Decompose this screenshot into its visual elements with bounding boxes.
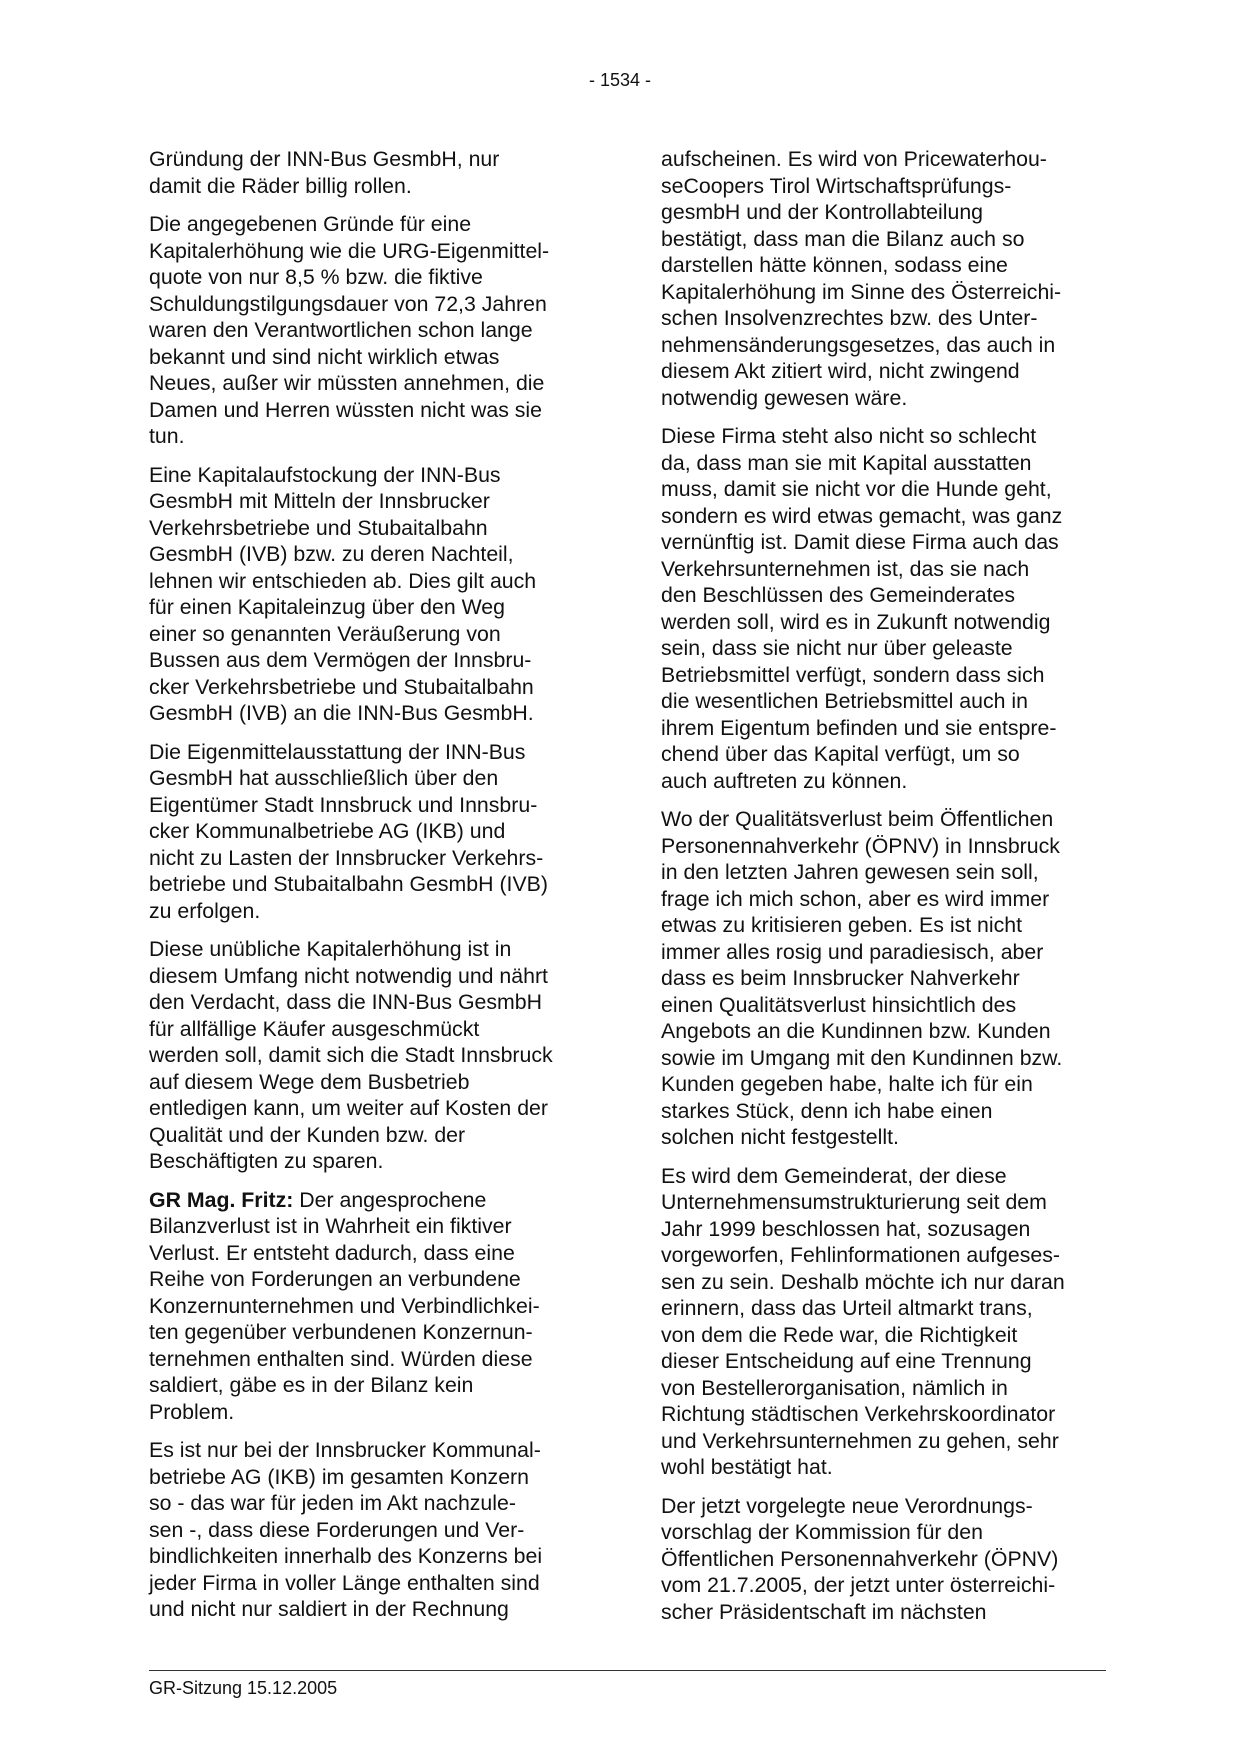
paragraph <box>149 1437 594 1623</box>
text-line: vom 21.7.2005, der jetzt unter österreichi- <box>661 1573 1056 1597</box>
text-line: ten gegenüber verbundenen Konzernun- <box>149 1320 533 1344</box>
text-line: GesmbH (IVB) an die INN-Bus GesmbH. <box>149 701 534 725</box>
paragraph <box>149 146 594 199</box>
text-line: cker Kommunalbetriebe AG (IKB) und <box>149 819 506 843</box>
text-line: erinnern, dass das Urteil altmarkt trans, <box>661 1296 1033 1320</box>
text-line: Verkehrsunternehmen ist, das sie nach <box>661 556 1030 581</box>
text-line: und Verkehrsunternehmen zu gehen, sehr <box>661 1428 1059 1453</box>
text-line: Eigentümer Stadt Innsbruck und Innsbru- <box>149 792 538 817</box>
paragraph <box>661 1493 1106 1626</box>
text-line: entledigen kann, um weiter auf Kosten der <box>149 1096 548 1120</box>
text-line: betriebe und Stubaitalbahn GesmbH (IVB) <box>149 872 548 896</box>
text-line: Wo der Qualitätsverlust beim Öffentlichen <box>661 807 1054 831</box>
paragraph <box>149 739 594 925</box>
text-line: Die angegebenen Gründe für eine <box>149 212 472 236</box>
text-line: darstellen hätte können, sodass eine <box>661 253 1008 277</box>
text-line: werden soll, damit sich die Stadt Innsbruck <box>149 1043 553 1067</box>
text-line: werden soll, wird es in Zukunft notwendig <box>661 609 1051 634</box>
text-line: nicht zu Lasten der Innsbrucker Verkehrs- <box>149 845 544 870</box>
text-line: sen -, dass diese Forderungen und Ver- <box>149 1517 525 1542</box>
paragraph <box>661 146 1106 411</box>
text-line: bindlichkeiten innerhalb des Konzerns bei <box>149 1544 543 1568</box>
text-line: auch auftreten zu können. <box>661 768 908 793</box>
text-line: quote von nur 8,5 % bzw. die fiktive <box>149 265 483 289</box>
text-line: waren den Verantwortlichen schon lange <box>149 318 533 342</box>
text-line: bekannt und sind nicht wirklich etwas <box>149 344 500 369</box>
text-line: chend über das Kapital verfügt, um so <box>661 742 1020 766</box>
text-line: bestätigt, dass man die Bilanz auch so <box>661 226 1025 251</box>
text-line: starkes Stück, denn ich habe einen <box>661 1098 993 1123</box>
text-line: Es wird dem Gemeinderat, der diese <box>661 1163 1007 1188</box>
text-line: GesmbH mit Mitteln der Innsbrucker <box>149 489 490 513</box>
text-line: den Beschlüssen des Gemeinderates <box>661 583 1015 607</box>
text-line: Diese Firma steht also nicht so schlecht <box>661 424 1037 448</box>
text-line: von Bestellerorganisation, nämlich in <box>661 1375 1008 1400</box>
text-line: Der angesprochene <box>293 1187 487 1212</box>
text-line: Unternehmensumstrukturierung seit dem <box>661 1190 1047 1214</box>
paragraph <box>149 936 594 1175</box>
text-line: tun. <box>149 424 185 448</box>
text-line: damit die Räder billig rollen. <box>149 173 412 198</box>
text-line: notwendig gewesen wäre. <box>661 385 908 410</box>
text-line: Verlust. Er entsteht dadurch, dass eine <box>149 1240 515 1265</box>
text-line: sen zu sein. Deshalb möchte ich nur daran <box>661 1269 1065 1294</box>
text-line: muss, damit sie nicht vor die Hunde geht, <box>661 477 1052 501</box>
text-line: Betriebsmittel verfügt, sondern dass sich <box>661 662 1045 687</box>
text-line: Kunden gegeben habe, halte ich für ein <box>661 1072 1033 1096</box>
page-number: - 1534 - <box>588 70 652 90</box>
left-column <box>149 146 594 1635</box>
text-line: saldiert, gäbe es in der Bilanz kein <box>149 1373 474 1397</box>
text-line: ternehmen enthalten sind. Würden diese <box>149 1346 533 1371</box>
text-line: sondern es wird etwas gemacht, was ganz <box>661 503 1063 528</box>
text-line: lehnen wir entschieden ab. Dies gilt auch <box>149 568 537 593</box>
text-line: solchen nicht festgestellt. <box>661 1125 899 1149</box>
text-line: Problem. <box>149 1399 235 1424</box>
text-line: Personennahverkehr (ÖPNV) in Innsbruck <box>661 833 1060 858</box>
text-line: dass es beim Innsbrucker Nahverkehr <box>661 966 1020 990</box>
text-line: vorgeworfen, Fehlinformationen aufgeses- <box>661 1243 1060 1267</box>
paragraph <box>149 462 594 727</box>
footer-session-date: GR-Sitzung 15.12.2005 <box>149 1678 338 1698</box>
text-line: Qualität und der Kunden bzw. der <box>149 1122 466 1147</box>
text-line: Die Eigenmittelausstattung der INN-Bus <box>149 739 526 764</box>
text-line: einen Qualitätsverlust hinsichtlich des <box>661 992 1017 1017</box>
text-line: Richtung städtischen Verkehrskoordinator <box>661 1402 1056 1426</box>
text-line: dieser Entscheidung auf eine Trennung <box>661 1349 1032 1373</box>
text-line: vernünftig ist. Damit diese Firma auch das <box>661 530 1059 554</box>
text-line: aufscheinen. Es wird von Pricewaterhou- <box>661 147 1047 171</box>
text-line: betriebe AG (IKB) im gesamten Konzern <box>149 1464 529 1489</box>
text-line: so - das war für jeden im Akt nachzule- <box>149 1491 516 1515</box>
text-line: Es ist nur bei der Innsbrucker Kommunal- <box>149 1438 541 1462</box>
text-line: Beschäftigten zu sparen. <box>149 1149 384 1173</box>
text-line: sein, dass sie nicht nur über geleaste <box>661 636 1013 660</box>
paragraph <box>661 423 1106 794</box>
text-line: jeder Firma in voller Länge enthalten sind <box>149 1570 540 1595</box>
text-line: Angebots an die Kundinnen bzw. Kunden <box>661 1019 1051 1043</box>
paragraph <box>661 806 1106 1151</box>
paragraph <box>149 211 594 450</box>
text-line: für einen Kapitaleinzug über den Weg <box>149 595 505 619</box>
text-line: Konzernunternehmen und Verbindlichkei- <box>149 1293 540 1318</box>
text-line: und nicht nur saldiert in der Rechnung <box>149 1597 509 1621</box>
text-line: Schuldungstilgungsdauer von 72,3 Jahren <box>149 291 547 316</box>
text-line: für allfällige Käufer ausgeschmückt <box>149 1016 480 1041</box>
text-line: einer so genannten Veräußerung von <box>149 621 501 646</box>
text-line: auf diesem Wege dem Busbetrieb <box>149 1069 470 1094</box>
text-line: diesem Umfang nicht notwendig und nährt <box>149 963 548 988</box>
text-line: etwas zu kritisieren geben. Es ist nicht <box>661 913 1023 937</box>
paragraph <box>661 1163 1106 1481</box>
text-line: Neues, außer wir müssten annehmen, die <box>149 371 545 395</box>
text-line: Eine Kapitalaufstockung der INN-Bus <box>149 462 501 487</box>
text-line: Jahr 1999 beschlossen hat, sozusagen <box>661 1216 1031 1241</box>
text-line: in den letzten Jahren gewesen sein soll, <box>661 860 1039 884</box>
text-line: cker Verkehrsbetriebe und Stubaitalbahn <box>149 674 534 699</box>
text-line: GesmbH (IVB) bzw. zu deren Nachteil, <box>149 542 514 566</box>
text-line: den Verdacht, dass die INN-Bus GesmbH <box>149 990 542 1014</box>
text-line: GesmbH hat ausschließlich über den <box>149 766 499 790</box>
text-line: gesmbH und der Kontrollabteilung <box>661 200 984 224</box>
text-line: die wesentlichen Betriebsmittel auch in <box>661 689 1028 713</box>
text-line: nehmensänderungsgesetzes, das auch in <box>661 332 1056 357</box>
right-column <box>661 146 1106 1637</box>
text-line: Der jetzt vorgelegte neue Verordnungs- <box>661 1493 1033 1518</box>
text-line: von dem die Rede war, die Richtigkeit <box>661 1322 1018 1347</box>
text-line: schen Insolvenzrechtes bzw. des Unter- <box>661 306 1038 330</box>
speaker-paragraph <box>149 1187 594 1426</box>
text-line: frage ich mich schon, aber es wird immer <box>661 886 1050 911</box>
text-line: zu erfolgen. <box>149 898 261 923</box>
text-line: sowie im Umgang mit den Kundinnen bzw. <box>661 1045 1063 1070</box>
text-line: Bilanzverlust ist in Wahrheit ein fiktiver <box>149 1214 512 1238</box>
text-line: da, dass man sie mit Kapital ausstatten <box>661 450 1032 475</box>
text-line: Öffentlichen Personennahverkehr (ÖPNV) <box>661 1546 1059 1571</box>
text-line: seCoopers Tirol Wirtschaftsprüfungs- <box>661 173 1012 198</box>
footer-divider <box>149 1670 1106 1671</box>
text-line: scher Präsidentschaft im nächsten <box>661 1599 987 1624</box>
text-line: Bussen aus dem Vermögen der Innsbru- <box>149 648 532 672</box>
speaker-name: GR Mag. Fritz: <box>149 1187 294 1212</box>
text-line: Diese unübliche Kapitalerhöhung ist in <box>149 937 512 961</box>
text-line: ihrem Eigentum befinden und sie entspre- <box>661 715 1057 740</box>
text-line: immer alles rosig und paradiesisch, aber <box>661 939 1044 964</box>
text-line: Kapitalerhöhung im Sinne des Österreichi- <box>661 279 1062 304</box>
text-line: Gründung der INN-Bus GesmbH, nur <box>149 147 500 171</box>
text-line: wohl bestätigt hat. <box>661 1455 833 1479</box>
text-line: diesem Akt zitiert wird, nicht zwingend <box>661 359 1020 383</box>
text-line: vorschlag der Kommission für den <box>661 1520 983 1544</box>
text-line: Damen und Herren wüssten nicht was sie <box>149 397 542 422</box>
text-line: Verkehrsbetriebe und Stubaitalbahn <box>149 515 488 540</box>
text-line: Reihe von Forderungen an verbundene <box>149 1267 521 1291</box>
text-line: Kapitalerhöhung wie die URG-Eigenmittel- <box>149 238 550 263</box>
